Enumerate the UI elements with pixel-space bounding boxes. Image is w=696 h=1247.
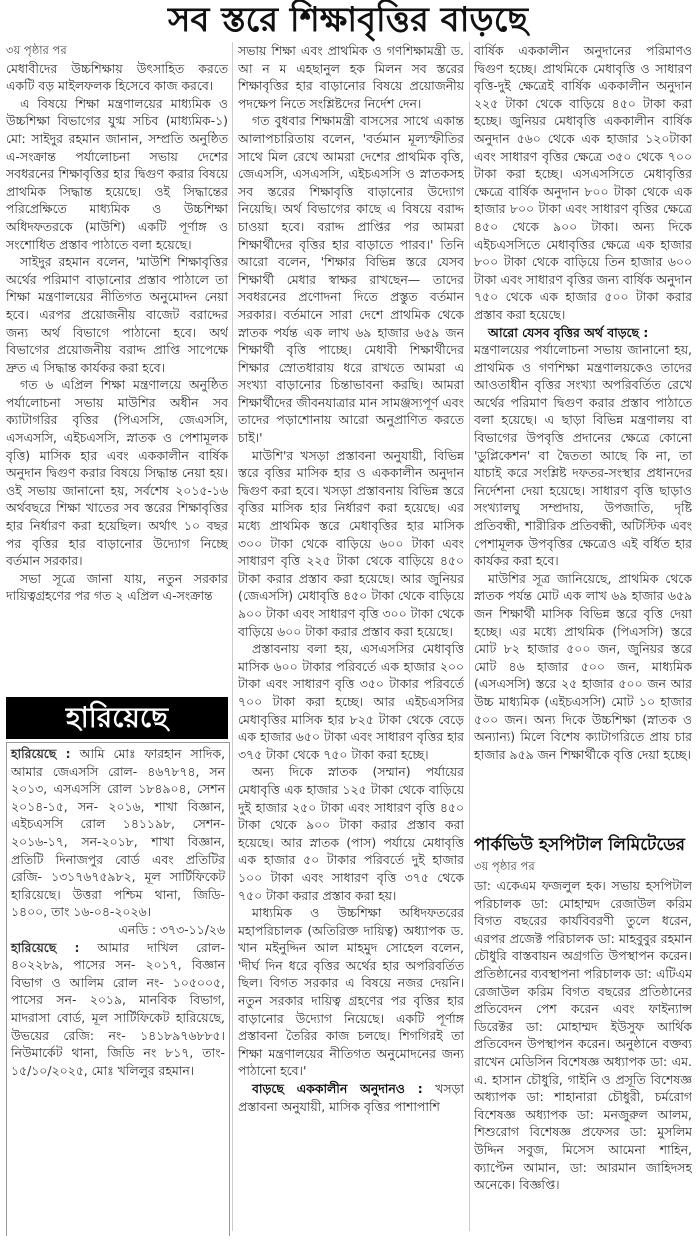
paragraph: সভা সূত্রে জানা যায়, নতুন সরকার দায়িত্বগ্রহণের পর গত ২ এপ্রিল এ-সংক্রান্ত [6,570,228,604]
paragraph: বার্ষিক এককালীন অনুদানের পরিমাণও দ্বিগুণ হচ্ছে। প্রাথমিকে মেধাবৃত্তি ও সাধারণ বৃত্তি-দুই ক্ষেত্রেই বার্ষিক এককালীন অনুদান ২২৫ টাকা থেকে বাড়িয়ে ৪৫০ টাকা করা হচ্ছে। জুনিয়র মেধাবৃত্তি এককালীন বার্ষিক অনুদান ৫৬০ থেকে এক হাজার ১২০টাকা এবং সাধারণ বৃত্তির ক্ষেত্রে ৩৫০ থেকে ৭০০ টাকা করা হচ্ছে। এসএসসিতে মেধাবৃত্তির ক্ষেত্রে বার্ষিক অনুদান ৮০০ টাকা থেকে এক হাজার ৮০০ টাকা এবং সাধারণ বৃত্তির ক্ষেত্রে ৪৫০ থেকে ৯০০ টাকা। অন্য দিকে এইচএসসিতে মেধাবৃত্তির ক্ষেত্রে এক হাজার ৮০০ টাকা থেকে বাড়িয়ে তিন হাজার ৬০০ টাকা এবং সাধারণ বৃত্তির জন্য বার্ষিক অনুদান ৭৫০ থেকে এক হাজার ৫০০ টাকা করার প্রস্তাব করা হয়েছে। [474,43,692,322]
paragraph: মন্ত্রণালয়ের পর্যালোচনা সভায় জানানো হয়, প্রাথমিক ও গণশিক্ষা মন্ত্রণালয়কেও তাদের আওতাধীন বৃত্তির সংখ্যা অপরিবর্তিত রেখে অর্থের পরিমাণ দ্বিগুণ করার প্রস্তাব পাঠাতে বলা হয়েছে। এ ছাড়া বিভিন্ন মন্ত্রণালয় বা বিভাগের উপবৃত্তি প্রদানের ক্ষেত্রে কোনো 'ডুপ্লিকেশন' বা দ্বৈততা আছে কি না, তা যাচাই করে সংশ্লিষ্ট দফতর-সংস্থার প্রধানদের নির্দেশনা দেয়া হয়েছে। সাধারণ বৃত্তি ছাড়াও সংখ্যালঘু সম্প্রদায়, উপজাতি, দৃষ্টি প্রতিবন্ধী, শারীরিক প্রতিবন্ধী, অটিস্টিক এবং পেশামূলক উপবৃত্তির ক্ষেত্রেও এই বর্ধিত হার কার্যকর করা হবে। [474,342,692,569]
paragraph [238,1080,464,1115]
column-divider [469,42,470,1231]
notice-text: আমার দাখিল রোল- ৪০২২৮৯, পাসের সন- ২০১৭, বিজ্ঞান বিভাগ ও আলিম রোল নং- ১০৫০০৫, পাসের সন- ২০১৯, মানবিক বিভাগ, মাদরাসা বোর্ড, মূল সার্টিফিকেট হারিয়েছে, উভয়ের রেজি: নং- ১৪১৮৯৭৬৮৮৫। নিউমার্কেট থানা, জিডি নং ৮১৭, তাং- ১৫/১০/২০২৫, মোঃ খলিলুর রহমান। [11,939,226,1078]
paragraph: মেধাবীদের উচ্চশিক্ষায় উৎসাহিত করতে একটি বড় মাইলফলক হিসেবে কাজ করবে। [6,60,228,94]
notice-ref: এনডি : ৩৭৩-১১/২৬ [118,921,225,937]
headline: সব স্তরে শিক্ষাবৃত্তির বাড়ছে [168,0,528,40]
notice-label: হারিয়েছে : [11,939,80,955]
paragraph: সাইদুর রহমান বলেন, 'মাউশি শিক্ষাবৃত্তির অর্থের পরিমাণ বাড়ানোর প্রস্তাব পাঠালে তা শিক্ষা মন্ত্রণালয়ের নীতিগত অনুমোদন নেয়া হবে। এরপর প্রয়োজনীয় বাজেট বরাদ্দের জন্য অর্থ বিভাগে পাঠানো হবে। অর্থ বিভাগের প্রয়োজনীয় বরাদ্দ প্রাপ্তি সাপেক্ষে দ্রুত এ সিদ্ধান্ত কার্যকর করা হবে। [6,254,228,375]
lost-notice [11,939,225,1080]
continued-from: ৩য় পৃষ্ঠার পর [6,43,67,57]
article-column-1 [6,42,228,692]
subheading: আরো যেসব বৃত্তির অর্থ বাড়ছে : [488,324,649,340]
paragraph-text: খসড়া প্রস্তাবনা অনুযায়ী, মাসিক বৃত্তির পাশাপাশি [238,1081,464,1114]
subheading: বাড়ছে এককালীন অনুদানও : [252,1081,423,1097]
paragraph: প্রস্তাবনায় বলা হয়, এসএসসির মেধাবৃত্তি মাসিক ৬০০ টাকার পরিবর্তে এক হাজার ২০০ টাকা এবং সাধারণ বৃত্তি ৩৫০ টাকার পরিবর্তে ৭০০ টাকা করা হচ্ছে। আর এইচএসসির মেধাবৃত্তির মাসিক হার ৮২৫ টাকা থেকে বেড়ে এক হাজার ৬৫০ টাকা এবং সাধারণ বৃত্তির হার ৩৭৫ টাকা থেকে ৭৫০ টাকা করা হচ্ছে। [238,641,464,762]
article-column-3 [474,42,692,832]
paragraph: গত বুধবার শিক্ষামন্ত্রী বাসসের সাথে একান্ত আলাপচারিতায় বলেন, 'বর্তমান মূল্যস্ফীতির সাথে মিল রেখে আমরা দেশের প্রাথমিক বৃত্তি, জেএসসি, এসএসসি, এইচএসসি ও স্নাতকসহ সব স্তরের শিক্ষাবৃত্তি বাড়ানোর উদ্যোগ নিয়েছি। অর্থ বিভাগের কাছে এ বিষয়ে বরাদ্দ চাওয়া হবে। বরাদ্দ প্রাপ্তির পর আমরা শিক্ষার্থীদের বৃত্তির হার বাড়াতে পারব।' তিনি আরো বলেন, 'শিক্ষার বিভিন্ন স্তরে যেসব শিক্ষার্থী মেধার স্বাক্ষর রাখছেন— তাদের সবধরনের প্রণোদনা দিতে প্রস্তুত বর্তমান সরকার। বর্তমানে সারা দেশে প্রাথমিক থেকে স্নাতক পর্যন্ত এক লাখ ৬৯ হাজার ৬৫৯ জন শিক্ষার্থী বৃত্তি পাচ্ছে। মেধাবী শিক্ষার্থীদের শিক্ষার স্রোতধারায় ধরে রাখতে আমরা এ সংখ্যা বাড়ানোর চিন্তাভাবনা করছি। আমরা শিক্ষার্থীদের জীবনযাত্রার মান সামঞ্জস্যপূর্ণ এবং তাদের পড়াশোনায় আরো অনুপ্রাণিত করতে চাই।' [238,113,464,446]
paragraph: মাউশি'র খসড়া প্রস্তাবনা অনুযায়ী, বিভিন্ন স্তরে বৃত্তির মাসিক হার ও এককালীন অনুদান দ্বিগুণ করা হবে। খসড়া প্রস্তাবনায় বিভিন্ন স্তরে বৃত্তির মাসিক হার নির্ধারণ করা হয়েছে। এর মধ্যে প্রাথমিক স্তরে মেধাবৃত্তির হার মাসিক ৩০০ টাকা থেকে বাড়িয়ে ৬০০ টাকা এবং সাধারণ বৃত্তি ২২৫ টাকা থেকে বাড়িয়ে ৪৫০ টাকা করার প্রস্তাব করা হয়েছে। আর জুনিয়র (জেএসসি) মেধাবৃত্তি ৪৫০ টাকা থেকে বাড়িয়ে ৯০০ টাকা এবং সাধারণ বৃত্তি ৩০০ টাকা থেকে বাড়িয়ে ৬০০ টাকা করার প্রস্তাব করা হয়েছে। [238,447,464,639]
hospital-article [474,832,692,1247]
hospital-headline: পার্কভিউ হসপিটাল লিমিটেডের [474,835,686,855]
notice-text: আমি মোঃ ফারহান সাদিক, আমার জেএসসি রোল- ৪৬৭৮৭৪, সন ২০১৩, এসএসসি রোল ১৮৪৯০৪, সেশন ২০১৪-১৫, সন- ২০১৬, শাখা বিজ্ঞান, এইচএসসি রোল ১৪১১৯৮, সেশন- ২০১৬-১৭, সন-২০১৮, শাখা বিজ্ঞান, প্রতিটি দিনাজপুর বোর্ড এবং প্রতিটির রেজি- ১৩১৭৬৭৫৯৮২, মূল সার্টিফিকেট হারিয়েছে। উত্তরা পশ্চিম থানা, জিডি- ১৪০০, তাং ১৬-০৪-২০২৬। [11,746,226,920]
paragraph: এ বিষয়ে শিক্ষা মন্ত্রণালয়ের মাধ্যমিক ও উচ্চশিক্ষা বিভাগের যুগ্ম সচিব (মাধ্যমিক-১) মো: সাইদুর রহমান জানান, সম্প্রতি অনুষ্ঠিত এ-সংক্রান্ত পর্যালোচনা সভায় দেশের সবধরনের শিক্ষাবৃত্তির হার দ্বিগুণ করার বিষয়ে প্রাথমিক সিদ্ধান্ত হয়েছে। ওই সিদ্ধান্তের পরিপ্রেক্ষিতে মাধ্যমিক ও উচ্চশিক্ষা অধিদফতরকে (মাউশি) একটি পূর্ণাঙ্গ ও সংশোধিত প্রস্তাব পাঠাতে বলা হয়েছে। [6,95,228,252]
paragraph: ডা: একেএম ফজলুল হক। সভায় হসপিটাল পরিচালক ডা: মোহাম্মদ রেজাউল করিম বিগত বছরের কার্যবিবরণী তুলে ধরেন, এরপর প্রজেক্ট পরিচালক ডা: মাহবুবুর রহমান চৌধুরি বাস্তবায়ন অগ্রগতি উপস্থাপন করেন। প্রতিষ্ঠানের ব্যবস্থাপনা পরিচালক ডা: এটিএম রেজাউল করিম বিগত বছরের প্রতিষ্ঠানের প্রতিবেদন পেশ করেন এবং ফাইন্যান্স ডিরেক্টর ডা: মোহাম্মদ ইউসুফ আর্থিক প্রতিবেদন উপস্থাপন করেন। অনুষ্ঠানে বক্তব্য রাখেন মেডিসিন বিশেষজ্ঞ অধ্যাপক ডা: এম. এ. হাসান চৌধুরি, গাইনি ও প্রসূতি বিশেষজ্ঞ অধ্যাপক ডা: শাহানারা চৌধুরী, চর্মরোগ বিশেষজ্ঞ অধ্যাপক ডা: মনজুরুল আলম, শিশুরোগ বিশেষজ্ঞ প্রফেসর ডা: মুসলিম উদ্দিন সবুজ, মিসেস আমেনা শাহিন, ক্যাপ্টেন আমান, ডা: আরমান জাহিদসহ অনেকে। বিজ্ঞপ্তি। [474,878,692,1193]
paragraph [474,324,692,342]
paragraph: অন্য দিকে স্নাতক (সম্মান) পর্যায়ের মেধাবৃত্তি এক হাজার ১২৫ টাকা থেকে বাড়িয়ে দুই হাজার ২৫০ টাকা এবং সাধারণ বৃত্তি ৪৫০ টাকা থেকে ৯০০ টাকা করার প্রস্তাব করা হয়েছে। আর স্নাতক (পাস) পর্যায়ে মেধাবৃত্তি এক হাজার ৫০ টাকার পরিবর্তে দুই হাজার ১০০ টাকা এবং সাধারণ বৃত্তি ৩৭৫ থেকে ৭৫০ টাকা করার প্রস্তাব করা হয়। [238,764,464,903]
paragraph: গত ৬ এপ্রিল শিক্ষা মন্ত্রণালয়ে অনুষ্ঠিত পর্যালোচনা সভায় মাউশির অধীন সব ক্যাটাগরির বৃত্তির (পিএসসি, জেএসসি, এসএসসি, এইচএসসি, স্নাতক ও পেশামূলক বৃত্তি) মাসিক হার এবং এককালীন বার্ষিক অনুদান দ্বিগুণ করার বিষয়ে সিদ্ধান্ত নেয়া হয়। ওই সভায় জানানো হয়, সর্বশেষ ২০১৫-১৬ অর্থবছরে শিক্ষা খাতের সব স্তরের শিক্ষাবৃত্তির হার নির্ধারণ করা হয়েছিল। অর্থাৎ ১০ বছর পর বৃত্তির হার বাড়ানোর উদ্যোগ নিচ্ছে বর্তমান সরকার। [6,377,228,569]
paragraph: মাউশির সূত্র জানিয়েছে, প্রাথমিক থেকে স্নাতক পর্যন্ত মোট এক লাখ ৬৯ হাজার ৬৫৯ জন শিক্ষার্থী মাসিক বিভিন্ন স্তরে বৃত্তি দেয়া হচ্ছে। এর মধ্যে প্রাথমিক (পিএসসি) স্তরে মোট ৮২ হাজার ৫০০ জন, জুনিয়র স্তরে মোট ৪৬ হাজার ৫০০ জন, মাধ্যমিক (এসএসসি) স্তরে ২৫ হাজার ৫০০ জন আর উচ্চ মাধ্যমিক (এইচএসসি) মোট ১০ হাজার ৫০০ জন। অন্য দিকে উচ্চশিক্ষা (স্নাতক ও অন্যান্য) মিলে বিশেষ ক্যাটাগরিতে প্রায় চার হাজার ৯৫৯ জন শিক্ষার্থীকে বৃত্তি দেয়া হচ্ছে। [474,570,692,762]
lost-notice-box [6,742,230,1236]
paragraph: মাধ্যমিক ও উচ্চশিক্ষা অধিদফতরের মহাপরিচালক (অতিরিক্ত দায়িত্ব) অধ্যাপক ড. খান মইনুদ্দিন আল মাহমুদ সোহেল বলেন, 'দীর্ঘ দিন ধরে বৃত্তির অর্থের হার অপরিবর্তিত ছিল। বিগত সরকার এ বিষয়ে নজর দেয়নি। নতুন সরকার দায়িত্ব গ্রহণের পর বৃত্তির হার বাড়ানোর উদ্যোগ নিয়েছে। একটি পূর্ণাঙ্গ প্রস্তাবনা তৈরির কাজ চলছে। শিগগিরই তা শিক্ষা মন্ত্রণালয়ের নীতিগত অনুমোদনের জন্য পাঠানো হবে।' [238,905,464,1079]
article-column-2 [238,42,464,1231]
paragraph: সভায় শিক্ষা এবং প্রাথমিক ও গণশিক্ষামন্ত্রী ড. আ ন ম এহছানুল হক মিলন সব স্তরের শিক্ষাবৃত্তির হার বাড়ানোর বিষয়ে প্রয়োজনীয় পদক্ষেপ নিতে সংশ্লিষ্টদের নির্দেশ দেন। [238,43,464,111]
continued-from: ৩য় পৃষ্ঠার পর [474,859,535,873]
lost-notice [11,745,225,921]
notice-label: হারিয়েছে : [11,746,71,761]
column-divider [232,42,233,1231]
lost-notice-header: হারিয়েছে [6,697,228,739]
